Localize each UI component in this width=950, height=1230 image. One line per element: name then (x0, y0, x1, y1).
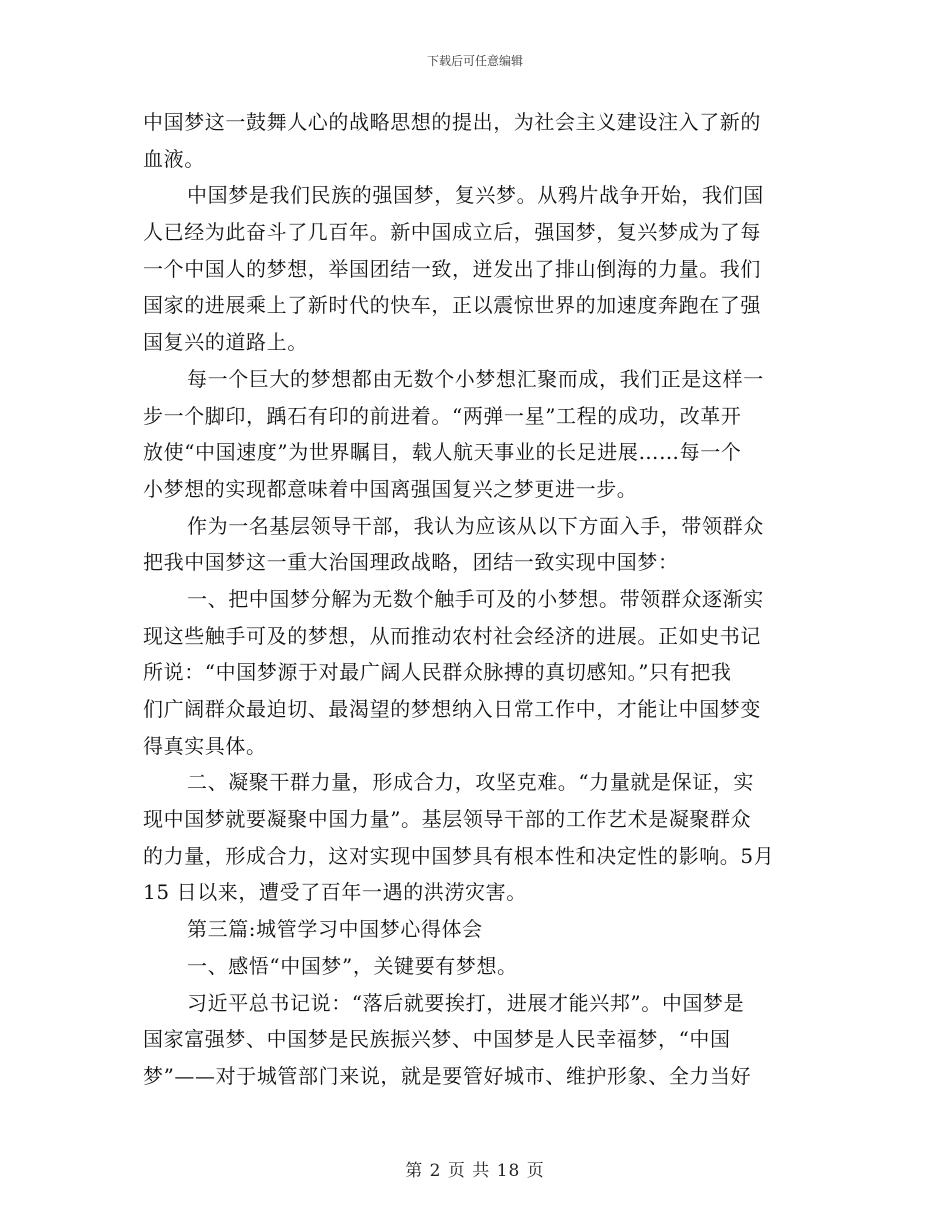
text-line: 国复兴的道路上。 (143, 330, 308, 355)
text-line: 中国梦是我们民族的强国梦，复兴梦。从鸦片战争开始，我们国 (187, 183, 764, 208)
text-line: 每一个巨大的梦想都由无数个小梦想汇聚而成，我们正是这样一 (187, 366, 764, 391)
text-line: 步一个脚印，踽石有印的前进着。“两弹一星”工程的成功，改革开 (143, 403, 742, 428)
text-line: 中国梦这一鼓舞人心的战略思想的提出，为社会主义建设注入了新的 (143, 110, 761, 134)
text-line: 们广阔群众最迫切、最渴望的梦想纳入日常工作中，才能让中国梦变 (143, 697, 761, 721)
text-line: 第三篇:城管学习中国梦心得体会 (187, 917, 483, 942)
text-line: 梦”——对于城管部门来说，就是要管好城市、维护形象、全力当好 (143, 1063, 752, 1088)
text-line: 的力量，形成合力，这对实现中国梦具有根本性和决定性的影响。5月 (143, 843, 775, 868)
text-line: 一个中国人的梦想，举国团结一致，迸发出了排山倒海的力量。我们 (143, 256, 761, 281)
text-line: 小梦想的实现都意味着中国离强国复兴之梦更进一步。 (143, 476, 638, 501)
text-line: 所说：“中国梦源于对最广阔人民群众脉搏的真切感知。”只有把我 (143, 660, 732, 685)
document-body (143, 104, 811, 1095)
text-line: 现这些触手可及的梦想，从而推动农村社会经济的进展。正如史书记 (143, 623, 761, 648)
text-line: 放使“中国速度”为世界瞩目，载人航天事业的长足进展……每一个 (143, 440, 742, 465)
text-line: 二、凝聚干群力量，形成合力，攻坚克难。“力量就是保证，实 (187, 770, 755, 795)
text-line: 把我中国梦这一重大治国理政战略，团结一致实现中国梦： (143, 550, 679, 575)
page-footer: 第 2 页 共 18 页 (405, 1161, 545, 1181)
text-line: 现中国梦就要凝聚中国力量”。基层领导干部的工作艺术是凝聚群众 (143, 807, 752, 832)
text-line: 一、把中国梦分解为无数个触手可及的小梦想。带领群众逐渐实 (187, 586, 764, 611)
text-line: 国家富强梦、中国梦是民族振兴梦、中国梦是人民幸福梦，“中国 (143, 1027, 731, 1052)
text-line: 习近平总书记说：“落后就要挨打，进展才能兴邦”。中国梦是 (187, 990, 745, 1015)
text-line: 作为一名基层领导干部，我认为应该从以下方面入手，带领群众 (187, 513, 764, 538)
text-line: 得真实具体。 (143, 733, 267, 758)
text-line: 国家的进展乘上了新时代的快车，正以震惊世界的加速度奔跑在了强 (143, 293, 761, 318)
page-header: 下载后可任意编辑 (426, 54, 523, 68)
text-line: 一、感悟“中国梦”，关键要有梦想。 (187, 953, 518, 978)
text-line: 人已经为此奋斗了几百年。新中国成立后，强国梦，复兴梦成为了每 (143, 220, 761, 245)
text-line: 血液。 (143, 146, 205, 171)
text-line: 15 日以来，遭受了百年一遇的洪涝灾害。 (143, 880, 527, 905)
